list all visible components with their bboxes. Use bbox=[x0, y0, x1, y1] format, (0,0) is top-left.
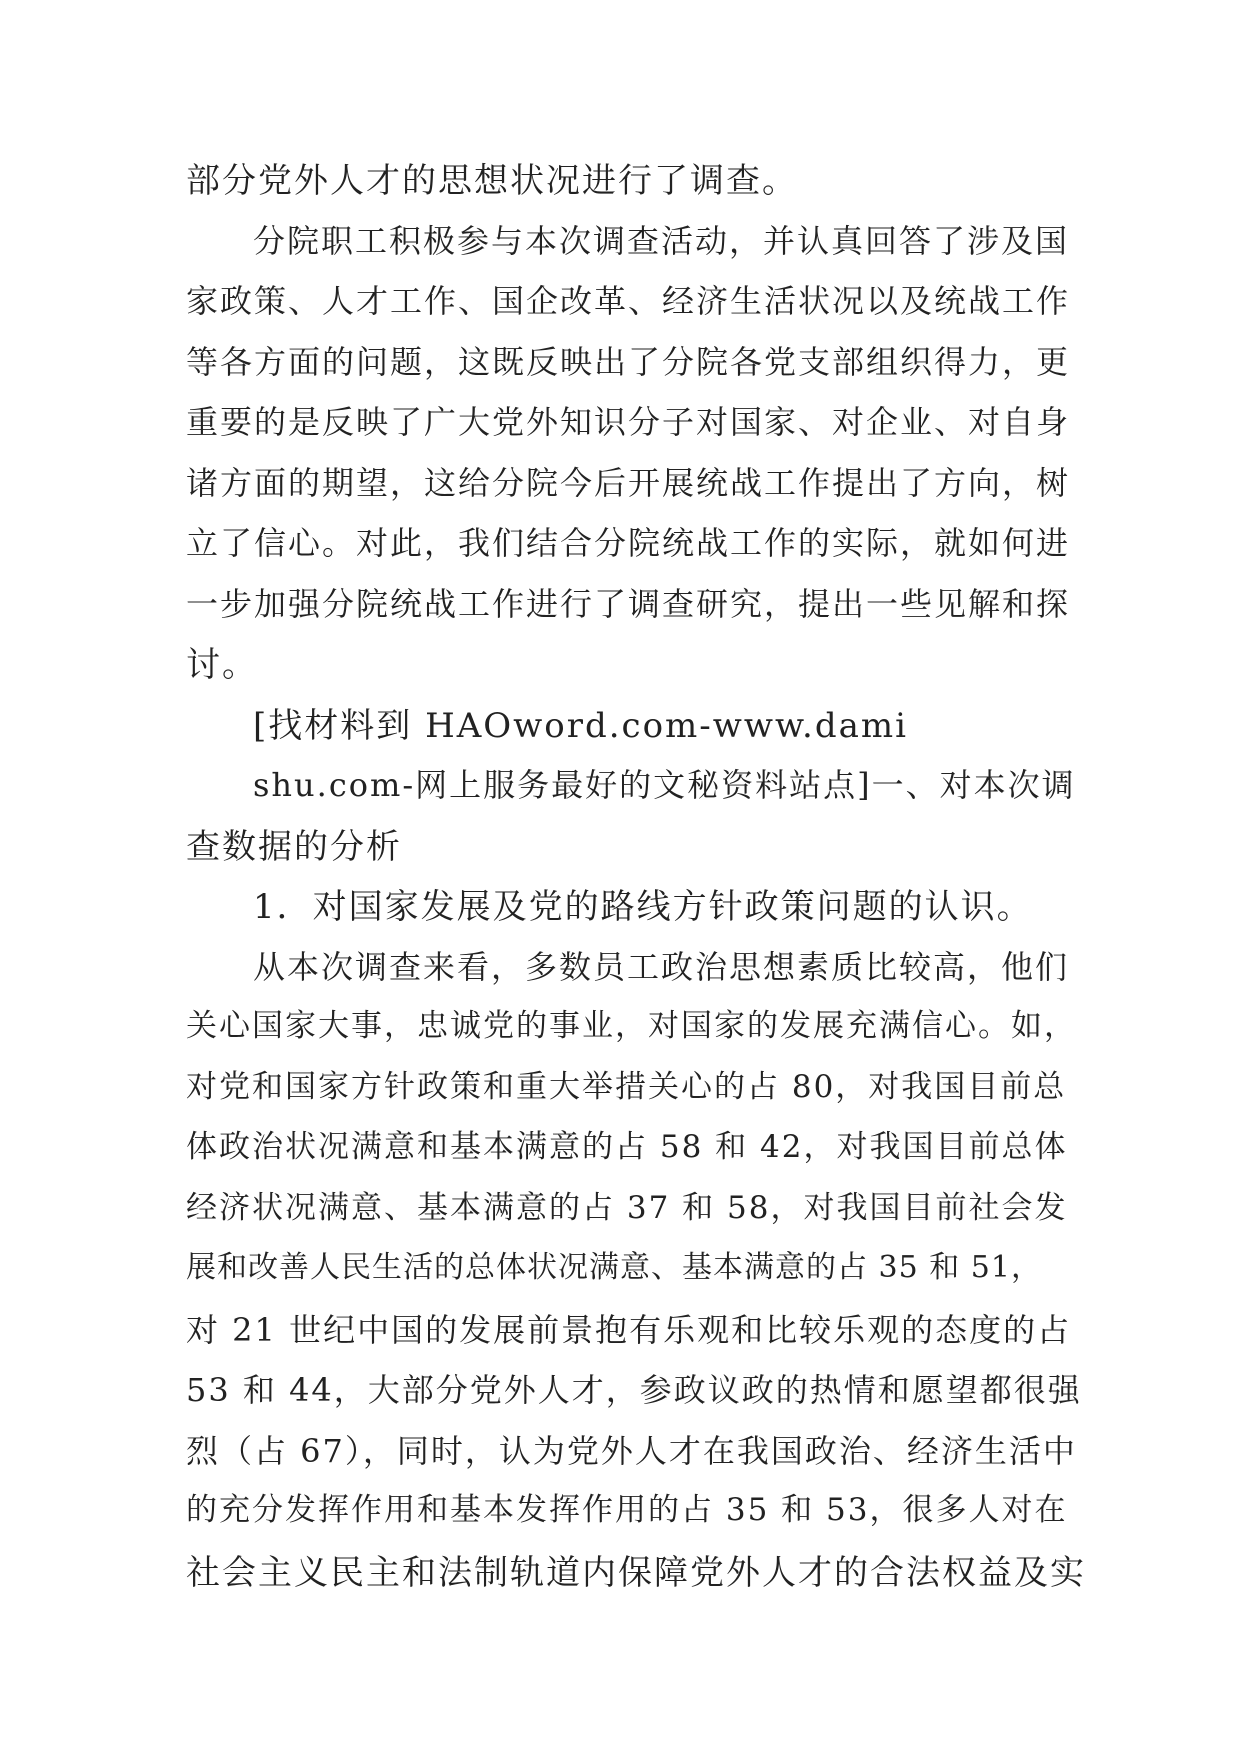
paragraph-line: 一步加强分院统战工作进行了调查研究，提出一些见解和探 bbox=[186, 585, 1071, 623]
paragraph-line: 分院职工积极参与本次调查活动，并认真回答了涉及国 bbox=[253, 222, 1070, 260]
paragraph-line: 展和改善人民生活的总体状况满意、基本满意的占 35 和 51， bbox=[186, 1250, 1042, 1285]
paragraph-line: 从本次调查来看，多数员工政治思想素质比较高，他们 bbox=[253, 948, 1070, 986]
paragraph-line: 社会主义民主和法制轨道内保障党外人才的合法权益及实 bbox=[186, 1553, 1086, 1593]
paragraph-line: 部分党外人才的思想状况进行了调查。 bbox=[186, 161, 798, 201]
paragraph-line: 体政治状况满意和基本满意的占 58 和 42，对我国目前总体 bbox=[186, 1129, 1068, 1165]
paragraph-line: 重要的是反映了广大党外知识分子对国家、对企业、对自身 bbox=[186, 403, 1071, 441]
paragraph-line: 1．对国家发展及党的路线方针政策问题的认识。 bbox=[253, 887, 1033, 927]
paragraph-line: 诸方面的期望，这给分院今后开展统战工作提出了方向，树 bbox=[186, 464, 1071, 502]
paragraph-line: 的充分发挥作用和基本发挥作用的占 35 和 53，很多人对在 bbox=[186, 1492, 1068, 1528]
paragraph-line: 对党和国家方针政策和重大举措关心的占 80，对我国目前总 bbox=[186, 1069, 1067, 1105]
paragraph-line: 对 21 世纪中国的发展前景抱有乐观和比较乐观的态度的占 bbox=[186, 1311, 1072, 1349]
paragraph-line: 53 和 44，大部分党外人才，参政议政的热情和愿望都很强 bbox=[186, 1371, 1082, 1409]
paragraph-line: 立了信心。对此，我们结合分院统战工作的实际，就如何进 bbox=[186, 524, 1071, 562]
paragraph-line: 等各方面的问题，这既反映出了分院各党支部组织得力，更 bbox=[186, 343, 1071, 381]
paragraph-line: 讨。 bbox=[186, 645, 258, 685]
paragraph-line: 关心国家大事，忠诚党的事业，对国家的发展充满信心。如， bbox=[186, 1008, 1077, 1044]
paragraph-line: 经济状况满意、基本满意的占 37 和 58，对我国目前社会发 bbox=[186, 1190, 1068, 1226]
paragraph-line: 查数据的分析 bbox=[186, 827, 402, 867]
paragraph-line: 烈（占 67），同时，认为党外人才在我国政治、经济生活中 bbox=[186, 1432, 1077, 1470]
paragraph-line: 家政策、人才工作、国企改革、经济生活状况以及统战工作 bbox=[186, 282, 1071, 320]
paragraph-line: shu.com-网上服务最好的文秘资料站点]一、对本次调 bbox=[253, 766, 1076, 804]
paragraph-line: [找材料到 HAOword.com-www.dami bbox=[253, 706, 909, 746]
